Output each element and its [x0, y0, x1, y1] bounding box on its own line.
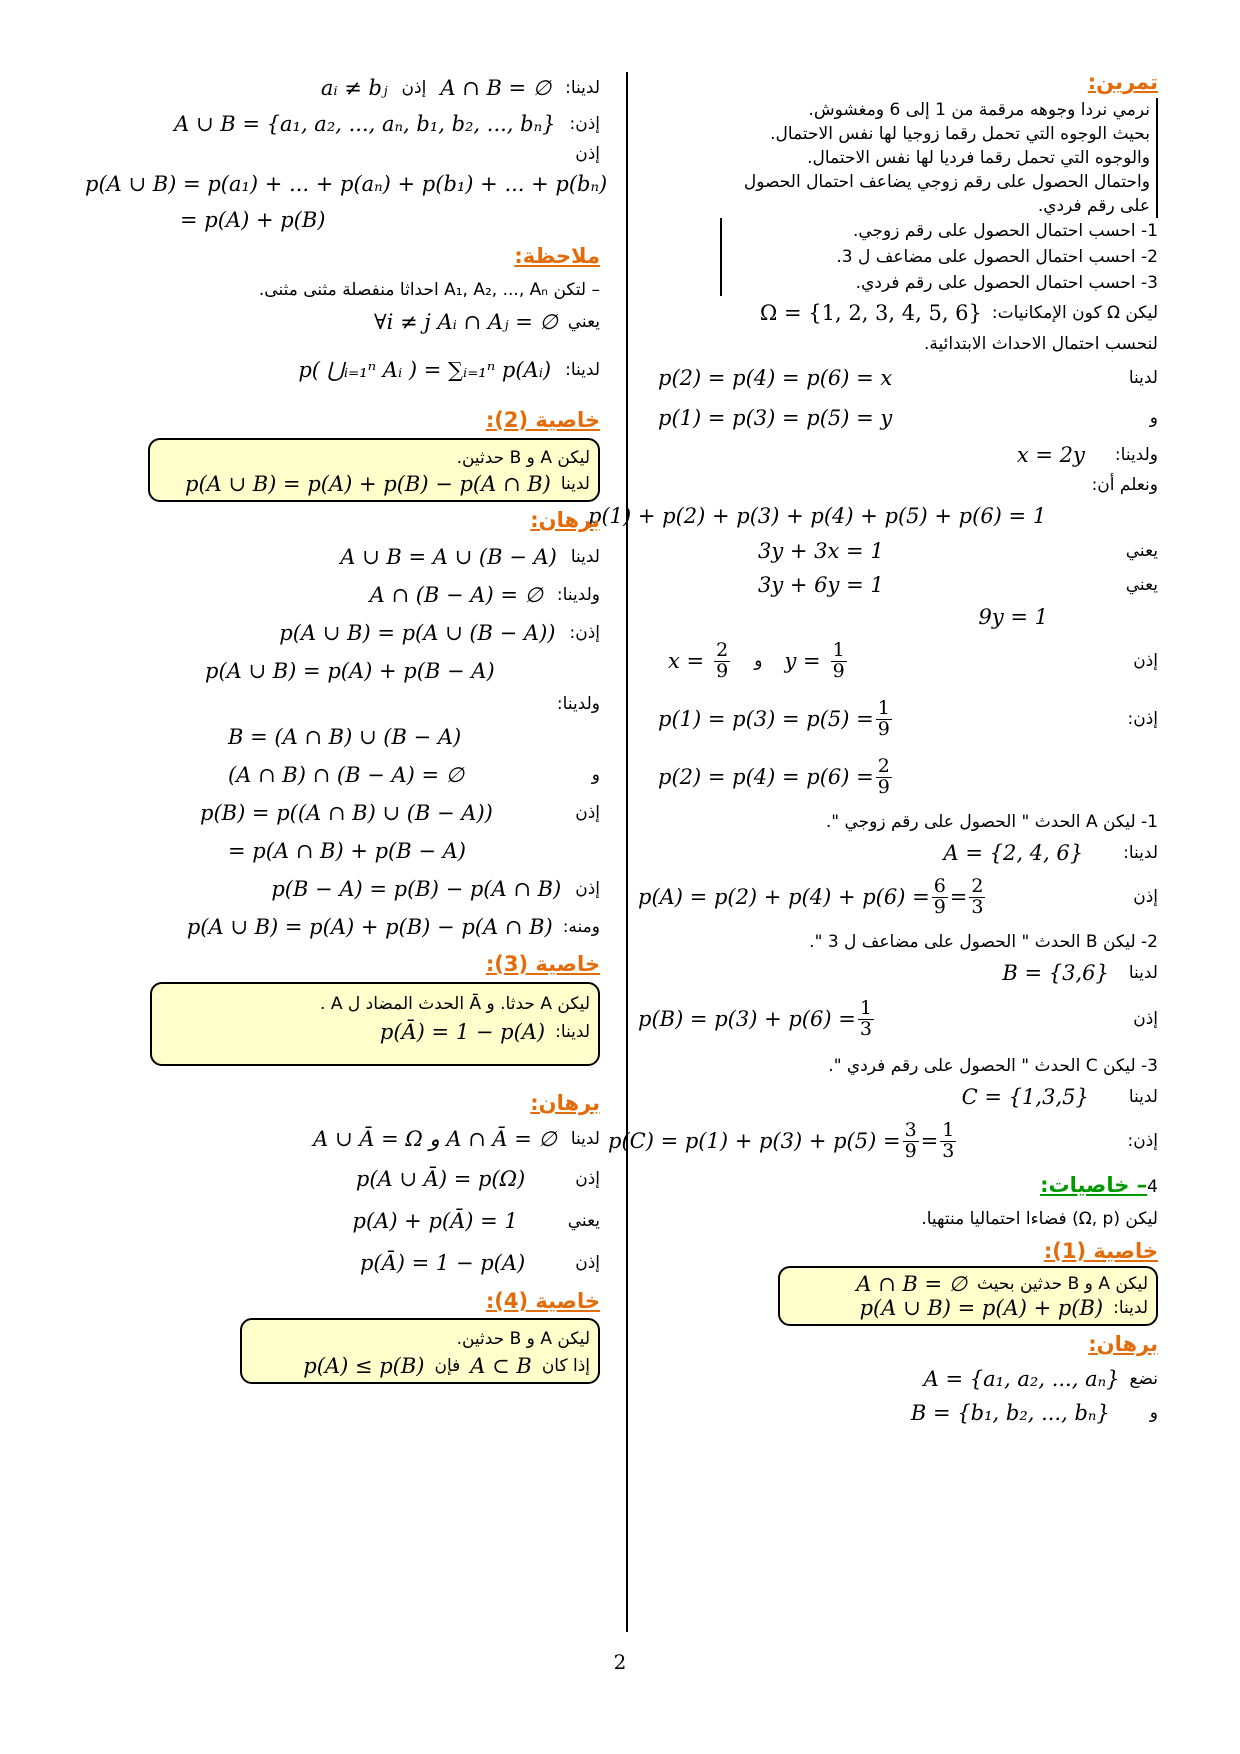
- left-idhan: إذن: [575, 144, 600, 164]
- fraction: $\frac{1}{9}$: [877, 696, 890, 740]
- property-3-title: خاصية (3):: [485, 952, 600, 976]
- note-line-1: – لتكن A₁, A₂, ..., Aₙ احداثا منفصلة مثنى مثنى.: [258, 280, 600, 300]
- eq-x2y: ولدينا: x = 2y: [1016, 443, 1158, 467]
- page-number: 2: [613, 1650, 627, 1674]
- q1-def: 1- ليكن A الحدث " الحصول على رقم زوجي ".: [825, 812, 1158, 832]
- right-column: [588, 70, 1158, 1430]
- note-title: ملاحظة:: [514, 244, 600, 268]
- q3-result: إذن: p(C) = p(1) + p(3) + p(5) = $\frac{3}{9}$ = $\frac{1}{3}$: [608, 1118, 1158, 1162]
- set-a: نضع A = {a₁, a₂, ..., aₙ}: [923, 1367, 1158, 1391]
- fraction: $\frac{6}{9}$: [933, 874, 946, 918]
- note-union: لدينا: p( ⋃ᵢ₌₁ⁿ Aᵢ ) = ∑ᵢ₌₁ⁿ p(Aᵢ): [298, 358, 600, 382]
- fraction: $\frac{3}{9}$: [904, 1118, 917, 1162]
- exercise-statement: نرمي نردا وجوهه مرقمة من 1 إلى 6 ومغشوش. بحيث الوجوه التي تحمل رقما زوجيا لها نفس الاحتمال. والوجوه التي تحمل رقما فرديا لها نفس الاحتمال. واحتمال الحصول على رقم زوجي يضاعف احتمال الحصول على رقم فردي.: [588, 98, 1158, 218]
- eq-xy: إذن x = $\frac{2}{9}$ و y = $\frac{1}{9}$: [668, 638, 1158, 682]
- left-column: لدينا: A ∩ B = ∅ إذن aᵢ ≠ bⱼ إذن: A ∪ B = {a₁, a₂, ..., aₙ, b₁, b₂, ..., bₙ} إذن p(A ∪ B) = p(a₁) + ... + p(aₙ) + p(b₁) + ... + p(bₙ) = p(A) + p(B) ملاحظة: – لتكن A₁, A₂, ..., Aₙ احداثا منفصلة مثنى مثنى. يعني ∀i ≠ j Aᵢ ∩ Aⱼ = ∅ لدينا: p( ⋃ᵢ₌₁ⁿ Aᵢ ) = ∑ᵢ₌₁ⁿ p(Aᵢ) خاصية (2): ليكن A و B حدثين. لدينا p(A ∪ B) = p(A) + p(B) − p(A ∩ B) برهان: لدينا A ∪ B = A ∪ (B − A) ولدينا: A ∩ (B − A) = ∅ إذن: p(A ∪ B) = p(A ∪ (B − A)) p(A ∪ B) = p(A) + p(B − A) ولدينا: B = (A ∩ B) ∪ (B − A) و (A ∩ B) ∩ (B − A) = ∅ إذن p(B) = p((A ∩ B) ∪ (B − A)) = p(A ∩ B) + p(B − A) إذن p(B − A) = p(B) − p(A ∩ B) ومنه: p(A ∪ B) = p(A) + p(B) − p(A ∩ B) خاصية (3): ليكن A حدثا. و Ā الحدث المضاد ل A . لدينا: p(Ā) = 1 − p(A) برهان: لدينا A ∪ Ā = Ω و A ∩ Ā = ∅ إذن p(A ∪ Ā) = p(Ω) يعني p(A) + p(Ā) = 1 إذن p(Ā) = 1 − p(A) خاصية (4): ليكن A و B حدثين. إذا كان A ⊂ B فإن p(A) ≤ p(B): [150, 70, 600, 1384]
- property-1-title: خاصية (1):: [1043, 1239, 1158, 1263]
- left-line-2: إذن: A ∪ B = {a₁, a₂, ..., aₙ, b₁, b₂, ..., bₙ}: [174, 112, 600, 136]
- property-3-box: ليكن A حدثا. و Ā الحدث المضاد ل A . لدينا: p(Ā) = 1 − p(A): [150, 982, 600, 1066]
- eq-s3: 9y = 1: [978, 605, 1048, 629]
- properties-title: 4– خاصيات:: [1040, 1173, 1158, 1197]
- left-line-4: = p(A) + p(B): [180, 208, 326, 232]
- fraction: $\frac{2}{9}$: [716, 638, 729, 682]
- fraction: $\frac{1}{9}$: [832, 638, 845, 682]
- we-know: ونعلم أن:: [1091, 475, 1158, 495]
- compute-line: لنحسب احتمال الاحداث الابتدائية.: [924, 334, 1158, 354]
- q3-def: 3- ليكن C الحدث " الحصول على رقم فردي ".: [828, 1056, 1158, 1076]
- q1-result: إذن p(A) = p(2) + p(4) + p(6) = $\frac{6}{9}$ = $\frac{2}{3}$: [638, 874, 1158, 918]
- q2-def: 2- ليكن B الحدث " الحصول على مضاعف ل 3 ".: [809, 932, 1158, 952]
- properties-intro: ليكن (Ω, p) فضاءا احتماليا منتهيا.: [921, 1209, 1158, 1229]
- proof-3-title: برهان:: [530, 1091, 600, 1115]
- exercise-title: تمرين:: [1087, 70, 1158, 94]
- eq-even-result: p(2) = p(4) = p(6) = $\frac{2}{9}$: [658, 754, 890, 798]
- set-b: و B = {b₁, b₂, ..., bₙ}: [910, 1401, 1158, 1425]
- left-line-3: p(A ∪ B) = p(a₁) + ... + p(aₙ) + p(b₁) + ... + p(bₙ): [85, 172, 608, 196]
- property-2-title: خاصية (2):: [485, 408, 600, 432]
- note-cond: يعني ∀i ≠ j Aᵢ ∩ Aⱼ = ∅: [373, 310, 600, 334]
- omega-line: ليكن Ω كون الإمكانيات: Ω = {1, 2, 3, 4, 5, 6}: [759, 301, 1158, 325]
- fraction: $\frac{1}{3}$: [942, 1118, 955, 1162]
- q2-result: إذن p(B) = p(3) + p(6) = $\frac{1}{3}$: [638, 996, 1158, 1040]
- property-4-title: خاصية (4):: [485, 1289, 600, 1313]
- left-line-1: لدينا: A ∩ B = ∅ إذن aᵢ ≠ bⱼ: [320, 76, 600, 100]
- eq-odd: و p(1) = p(3) = p(5) = y: [658, 406, 1158, 430]
- property-1-box: ليكن A و B حدثين بحيث A ∩ B = ∅ لدينا: p(A ∪ B) = p(A) + p(B): [778, 1266, 1158, 1326]
- property-4-box: ليكن A و B حدثين. إذا كان A ⊂ B فإن p(A) ≤ p(B): [240, 1318, 600, 1384]
- q2-set: لدينا B = {3,6}: [1002, 961, 1158, 985]
- fraction: $\frac{2}{3}$: [971, 874, 984, 918]
- eq-sum: p(1) + p(2) + p(3) + p(4) + p(5) + p(6) = 1: [588, 504, 1047, 528]
- fraction: $\frac{2}{9}$: [877, 754, 890, 798]
- property-2-box: ليكن A و B حدثين. لدينا p(A ∪ B) = p(A) + p(B) − p(A ∩ B): [148, 438, 600, 502]
- proof-2-title: برهان:: [530, 508, 600, 532]
- q3-set: لدينا C = {1,3,5}: [961, 1085, 1158, 1109]
- proof-1-title: برهان:: [1088, 1332, 1158, 1356]
- eq-s2: يعني 3y + 6y = 1: [758, 573, 1158, 597]
- exercise-questions: 1- احسب احتمال الحصول على رقم زوجي. 2- احسب احتمال الحصول على مضاعف ل 3. 3- احسب احتمال الحصول على رقم فردي.: [720, 218, 1158, 296]
- fraction: $\frac{1}{3}$: [859, 996, 872, 1040]
- eq-even: لدينا p(2) = p(4) = p(6) = x: [658, 366, 1158, 390]
- eq-s1: يعني 3y + 3x = 1: [758, 539, 1158, 563]
- q1-set: لدينا: A = {2, 4, 6}: [943, 841, 1158, 865]
- eq-odd-result: إذن: p(1) = p(3) = p(5) = $\frac{1}{9}$: [658, 696, 1158, 740]
